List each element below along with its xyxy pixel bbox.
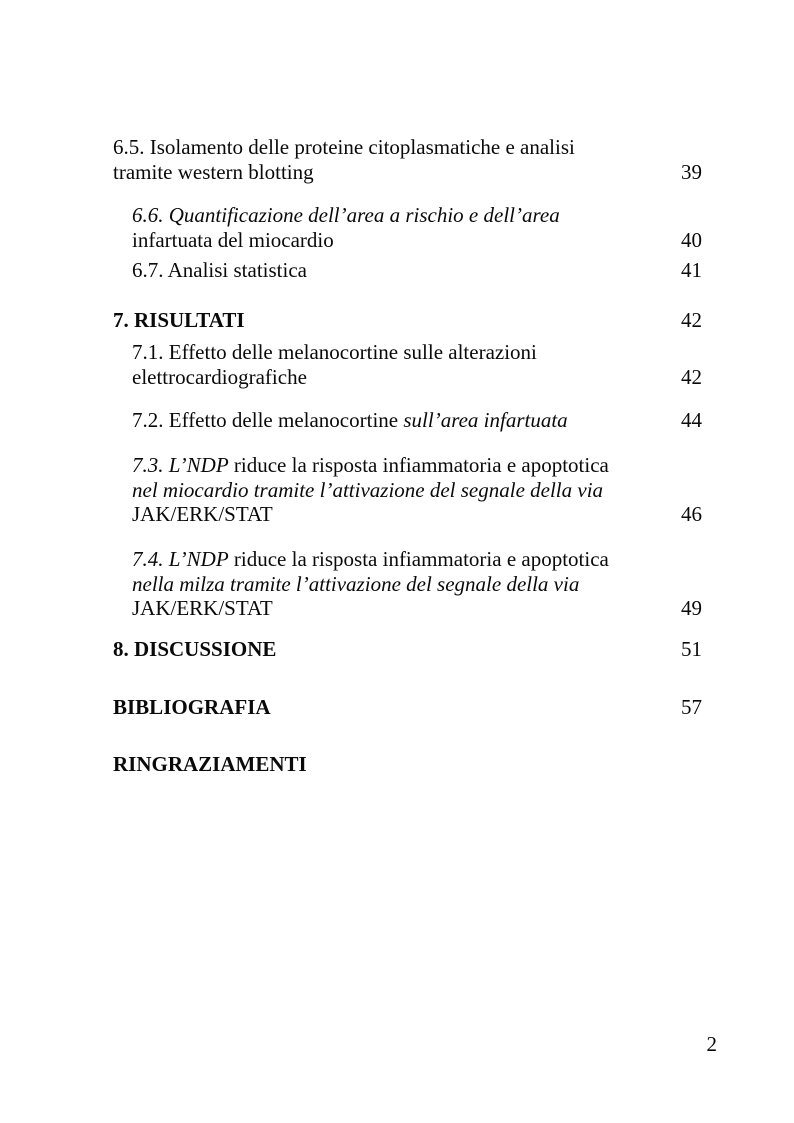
toc-entry-7-2 bbox=[132, 408, 702, 433]
toc-line bbox=[132, 228, 702, 253]
toc-line bbox=[113, 752, 702, 777]
toc-line bbox=[132, 502, 702, 527]
toc-text-segment: JAK/ERK/STAT bbox=[132, 502, 273, 526]
toc-page-number: 42 bbox=[681, 364, 702, 389]
toc-text-segment: 6.6. Quantificazione dell’area a rischio e dell’area bbox=[132, 203, 560, 227]
toc-page-number: 51 bbox=[681, 637, 702, 661]
toc-line-text bbox=[132, 547, 609, 572]
toc-entry-6-7 bbox=[132, 258, 702, 283]
toc-text-segment: 6.7. Analisi statistica bbox=[132, 258, 307, 282]
toc-entry-7-1 bbox=[132, 340, 702, 389]
toc-line-text bbox=[113, 695, 271, 720]
toc-line bbox=[132, 365, 702, 390]
toc-line bbox=[113, 135, 702, 160]
toc-text-segment: infartuata del miocardio bbox=[132, 227, 334, 252]
toc-text-segment: RINGRAZIAMENTI bbox=[113, 752, 307, 776]
toc-line bbox=[132, 547, 702, 572]
toc-line bbox=[113, 637, 702, 662]
toc-line-text bbox=[113, 135, 575, 160]
toc-line bbox=[113, 160, 702, 185]
toc-line bbox=[132, 340, 702, 365]
toc-line-text bbox=[132, 478, 603, 503]
toc-line-text bbox=[132, 365, 307, 390]
toc-line bbox=[132, 203, 702, 228]
toc-entry-7-4 bbox=[132, 547, 702, 621]
toc-page-number: 40 bbox=[681, 227, 702, 252]
toc-entry-8 bbox=[113, 637, 702, 662]
toc-text-segment: 7. RISULTATI bbox=[113, 308, 245, 332]
toc-line-text bbox=[132, 596, 273, 621]
toc-text-segment: riduce la risposta infiammatoria e apoptotica bbox=[228, 547, 609, 571]
toc-line-text bbox=[132, 572, 579, 597]
toc-line bbox=[132, 258, 702, 283]
toc-line-text bbox=[132, 340, 537, 365]
toc-page-number: 49 bbox=[681, 596, 702, 620]
toc-line bbox=[132, 408, 702, 433]
toc-line-text bbox=[132, 453, 609, 478]
toc-text-segment: JAK/ERK/STAT bbox=[132, 596, 273, 620]
toc-page-number: 57 bbox=[681, 695, 702, 719]
toc-page-number: 46 bbox=[681, 502, 702, 526]
toc-entry-6-6 bbox=[132, 203, 702, 252]
toc-line bbox=[132, 453, 702, 478]
toc-entry-7-3 bbox=[132, 453, 702, 527]
toc-text-segment: 7.2. Effetto delle melanocortine bbox=[132, 408, 404, 432]
toc-line-text bbox=[113, 637, 276, 662]
toc-line bbox=[132, 572, 702, 597]
toc-line-text bbox=[113, 160, 314, 185]
toc-line-text bbox=[132, 408, 568, 433]
toc-entry-6-5 bbox=[113, 135, 702, 184]
toc-text-segment: sull’area infartuata bbox=[403, 408, 568, 432]
toc-text-segment: 7.3. L’NDP bbox=[132, 453, 229, 477]
toc-text-segment: tramite western blotting bbox=[113, 159, 314, 184]
toc-line bbox=[132, 596, 702, 621]
toc-line-text bbox=[132, 502, 273, 527]
toc-text-segment: BIBLIOGRAFIA bbox=[113, 695, 271, 719]
toc-entry-7 bbox=[113, 308, 702, 333]
toc-line bbox=[113, 695, 702, 720]
toc-text-segment: nella milza tramite l’attivazione del segnale della via bbox=[132, 571, 580, 596]
toc-text-segment: 7.1. Effetto delle melanocortine sulle alterazioni bbox=[132, 340, 537, 364]
toc-entry-ringraziamenti bbox=[113, 752, 702, 777]
toc-line bbox=[113, 308, 702, 333]
toc-text-segment: riduce la risposta infiammatoria e apoptotica bbox=[228, 453, 609, 477]
toc-line-text bbox=[132, 228, 334, 253]
toc-text-segment: 6.5. Isolamento delle proteine citoplasmatiche e analisi bbox=[113, 135, 575, 159]
toc-entry-bibliografia bbox=[113, 695, 702, 720]
toc-line bbox=[132, 478, 702, 503]
toc-line-text bbox=[132, 258, 307, 283]
toc-line-text bbox=[132, 203, 560, 228]
toc-text-segment: elettrocardiografiche bbox=[132, 364, 307, 389]
toc-line-text bbox=[113, 752, 307, 777]
toc-line-text bbox=[113, 308, 245, 333]
toc-text-segment: 8. DISCUSSIONE bbox=[113, 637, 277, 661]
toc-text-segment: nel miocardio tramite l’attivazione del segnale della via bbox=[132, 477, 604, 502]
page-number: 2 bbox=[706, 1032, 717, 1056]
toc-page-number: 39 bbox=[681, 159, 702, 184]
toc-text-segment: 7.4. L’NDP bbox=[132, 547, 229, 571]
toc-page-number: 41 bbox=[681, 258, 702, 282]
toc-page-number: 44 bbox=[681, 408, 702, 432]
toc-page-number: 42 bbox=[681, 308, 702, 332]
